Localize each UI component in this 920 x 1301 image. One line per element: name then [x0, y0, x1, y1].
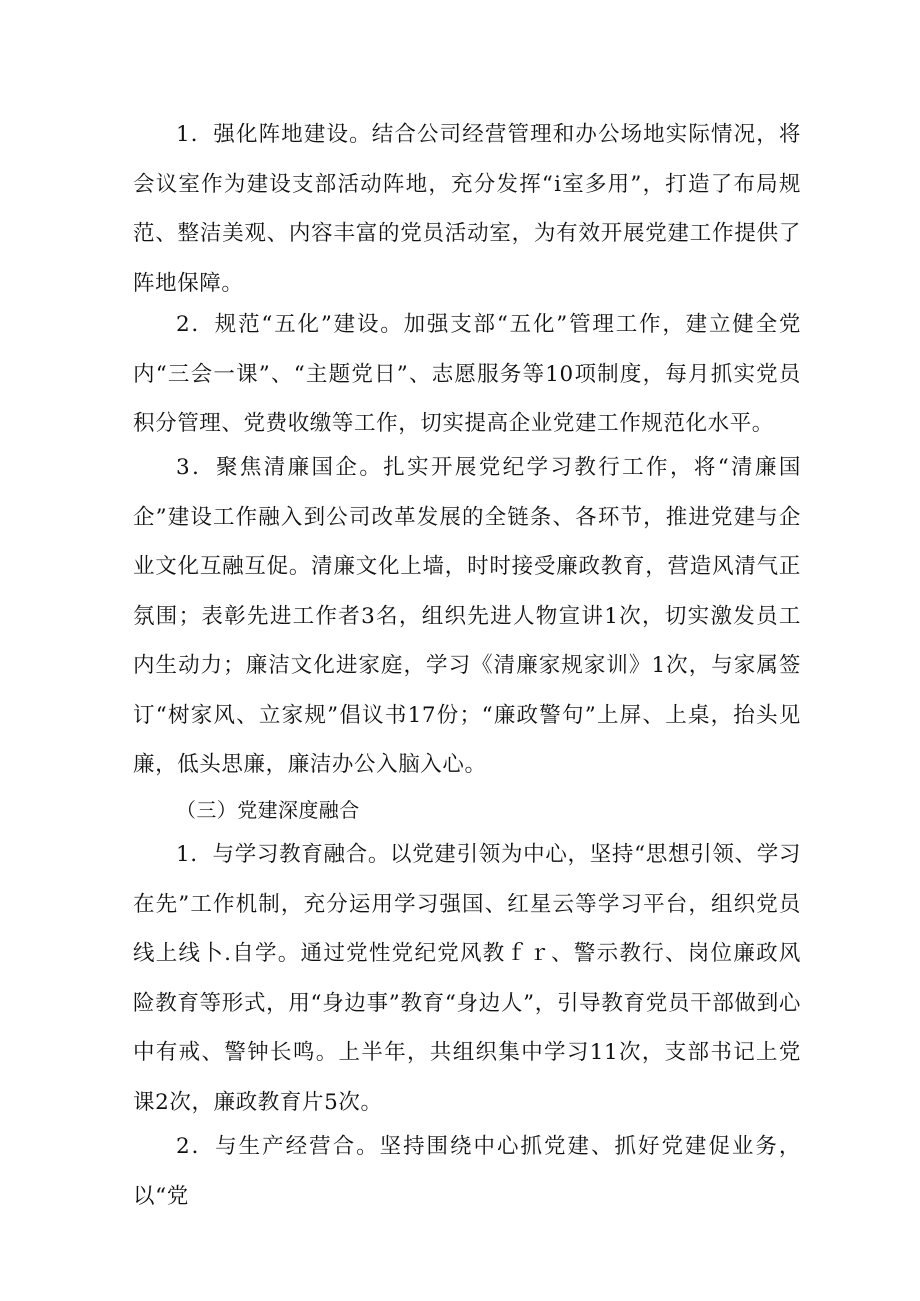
paragraph-study-integration: 1．与学习教育融合。以党建引领为中心，坚持“思想引领、学习在先”工作机制，充分运用学习强国、红星云等学习平台，组织党员线上线卜.自学。通过党性党纪党风教ｆｒ、警示教行、岗位廉政风险教育等形式，用“身边事”教育“身边人”，引导教育党员干部做到心中有戒、警钟长鸣。上半年，共组织集中学习11次，支部书记上党课2次，廉政教育片5次。	[133, 842, 801, 1115]
paragraph-production-integration: 2．与生产经营合。坚持围绕中心抓党建、抓好党建促业务，以“党	[133, 1134, 801, 1209]
paragraph-clean-enterprise: 3．聚焦清廉国企。扎实开展党纪学习教行工作，将“清廉国企”建设工作融入到公司改革发展的全链条、各环节，推进党建与企业文化互融互促。清廉文化上墙，时时接受廉政教育，营造风清气正氛围；表彰先进工作者3名，组织先进人物宣讲1次，切实激发员工内生动力；廉洁文化进家庭，学习《清廉家规家训》1次，与家属签订“树家风、立家规”倡议书17份；“廉政警句”上屏、上桌，抬头见廉，低头思廉，廉洁办公入脑入心。	[133, 455, 801, 777]
section-heading: （三）党建深度融合	[176, 798, 360, 822]
paragraph-five-standards: 2．规范“五化”建设。加强支部“五化”管理工作，建立健全党内“三会一课”、“主题党日”、志愿服务等10项制度，每月抓实党员积分管理、党费收缴等工作，切实提高企业党建工作规范化水平。	[133, 312, 801, 436]
paragraph-position-building: 1．强化阵地建设。结合公司经营管理和办公场地实际情况，将会议室作为建设支部活动阵地，充分发挥“ⅰ室多用”，打造了布局规范、整洁美观、内容丰富的党员活动室，为有效开展党建工作提供了阵地保障。	[133, 122, 801, 296]
